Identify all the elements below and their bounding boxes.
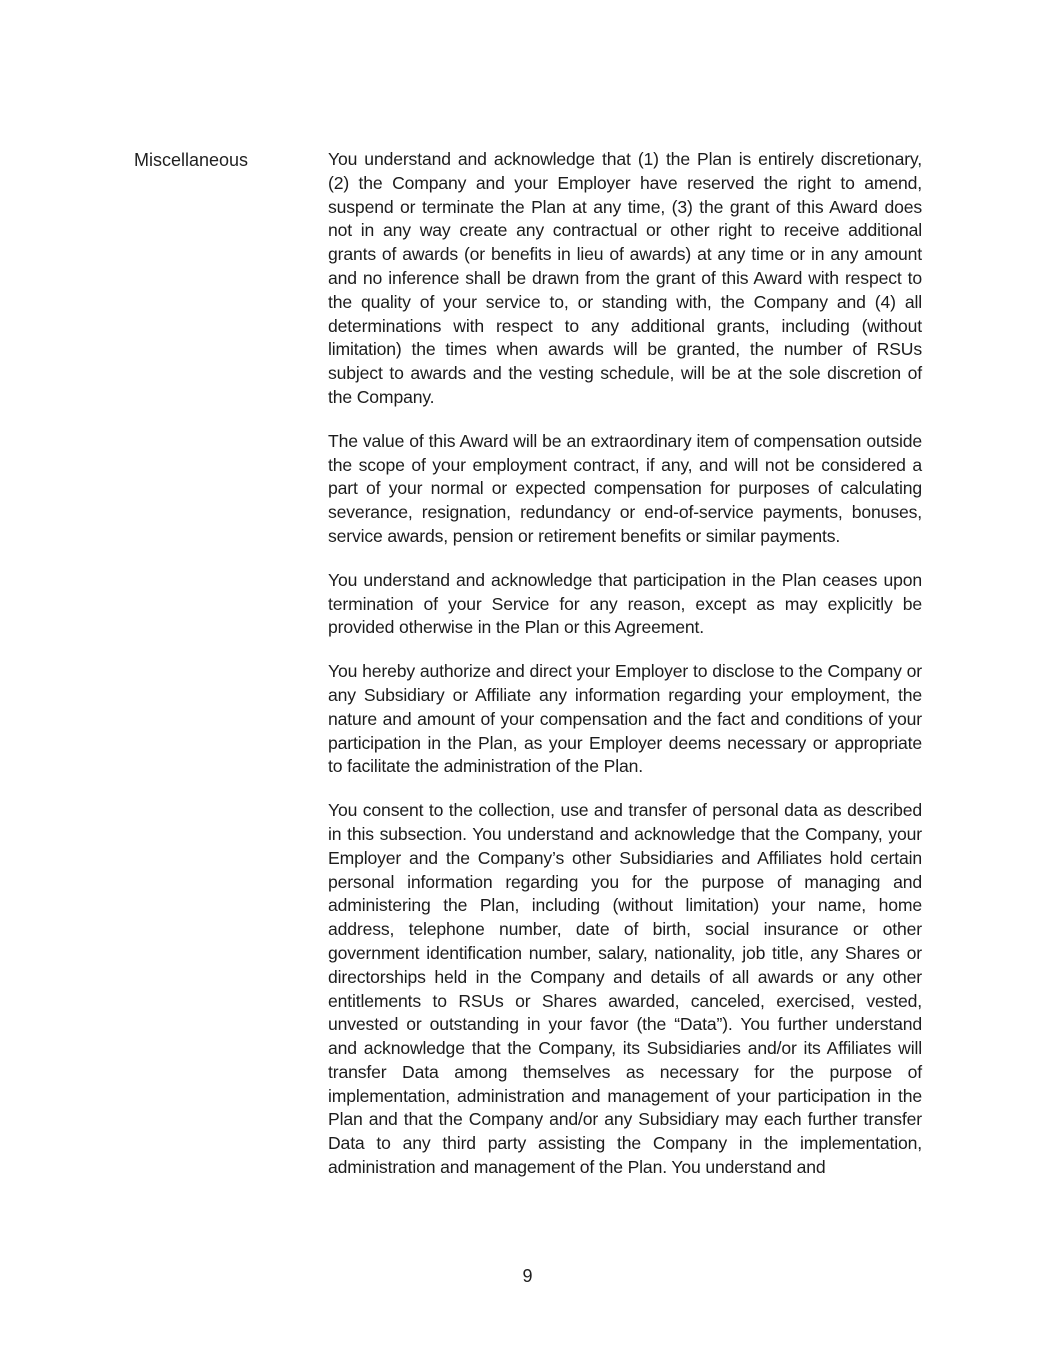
section-body: [328, 148, 922, 1200]
paragraph-plan-discretionary: You understand and acknowledge that (1) the Plan is entirely discretionary, (2) the Company and your Employer have reserved the right to amend, suspend or terminate the Plan at any time, (3) the grant of this Award does not in any way create any contractual or other right to receive additional grants of awards (or benefits in lieu of awards) at any time or in any amount and no inference shall be drawn from the grant of this Award with respect to the quality of your service to, or standing with, the Company and (4) all determinations with respect to any additional grants, including (without limitation) the times when awards will be granted, the number of RSUs subject to awards and the vesting schedule, will be at the sole discretion of the Company.: [328, 149, 922, 407]
section-heading-miscellaneous: Miscellaneous: [134, 150, 249, 170]
paragraph-award-value: The value of this Award will be an extraordinary item of compensation outside the scope of your employment contract, if any, and will not be considered a part of your normal or expected compensation for purposes of calculating severance, resignation, redundancy or end-of-service payments, bonuses, service awards, pension or retirement benefits or similar payments.: [328, 430, 922, 546]
paragraph-employer-disclosure: You hereby authorize and direct your Employer to disclose to the Company or any Subsidiary or Affiliate any information regarding your employment, the nature and amount of your compensation and the fact and conditions of your participation in the Plan, as your Employer deems necessary or appropriate to facilitate the administration of the Plan.: [328, 661, 922, 777]
page-number: 9: [522, 1266, 533, 1286]
paragraph-data-consent: You consent to the collection, use and transfer of personal data as described in this subsection. You understand and acknowledge that the Company, your Employer and the Company’s other Subsidiaries and Affiliates hold certain personal information regarding you for the purpose of managing and administering the Plan, including (without limitation) your name, home address, telephone number, date of birth, social insurance or other government identification number, salary, nationality, job title, any Shares or directorships held in the Company and details of all awards or any other entitlements to RSUs or Shares awarded, canceled, exercised, vested, unvested or outstanding in your favor (the “Data”). You further understand and acknowledge that the Company, its Subsidiaries and/or its Affiliates will transfer Data among themselves as necessary for the purpose of implementation, administration and management of your participation in the Plan and that the Company and/or any Subsidiary may each further transfer Data to any third party assisting the Company in the implementation, administration and management of the Plan. You understand and: [328, 800, 922, 1178]
paragraph-participation-ceases: You understand and acknowledge that participation in the Plan ceases upon termination of your Service for any reason, except as may explicitly be provided otherwise in the Plan or this Agreement.: [328, 569, 922, 638]
